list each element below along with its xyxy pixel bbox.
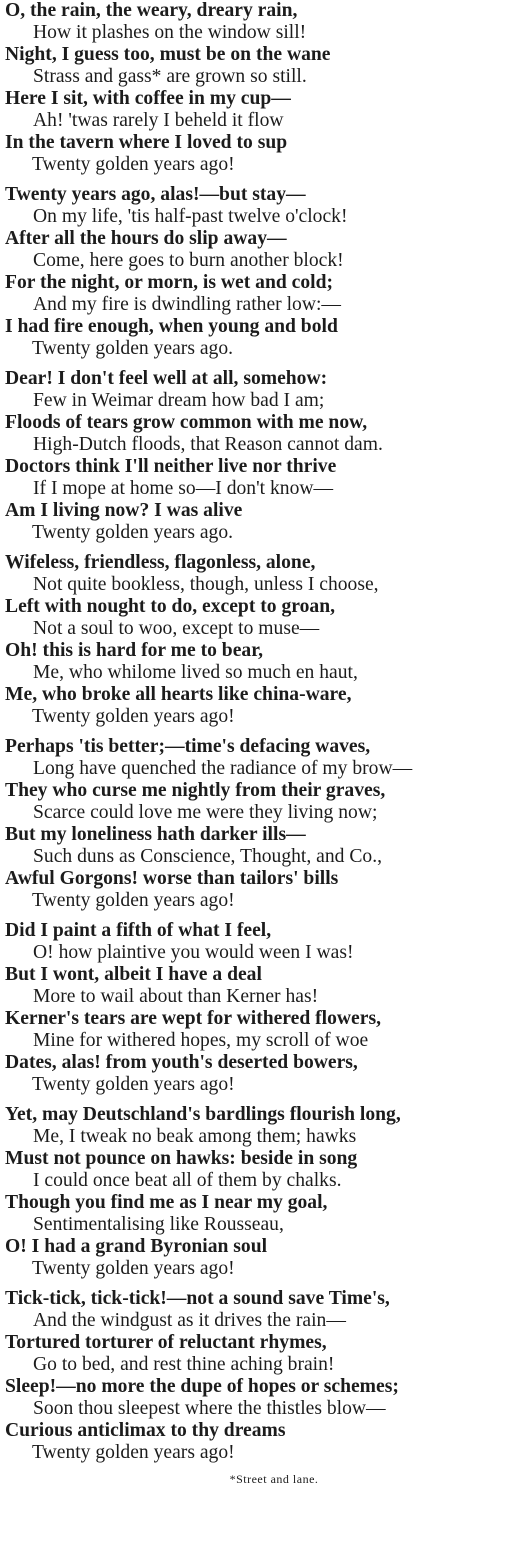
poem-line: Awful Gorgons! worse than tailors' bills	[5, 868, 339, 889]
poem-line: Night, I guess too, must be on the wane	[5, 44, 331, 65]
refrain-line: Twenty golden years ago!	[32, 1442, 235, 1463]
poem-line: How it plashes on the window sill!	[33, 22, 307, 43]
poem-line: For the night, or morn, is wet and cold;	[5, 272, 334, 293]
poem-line: O! how plaintive you would ween I was!	[33, 942, 354, 963]
poem-line: Though you find me as I near my goal,	[5, 1192, 328, 1213]
poem-line: Left with nought to do, except to groan,	[5, 596, 336, 617]
refrain-line: Twenty golden years ago!	[32, 1074, 235, 1095]
poem-line: In the tavern where I loved to sup	[5, 132, 288, 153]
poem-line: Wifeless, friendless, flagonless, alone,	[5, 552, 316, 573]
poem-line: Not quite bookless, though, unless I choose,	[33, 574, 379, 595]
refrain-line: Twenty golden years ago.	[32, 338, 234, 359]
poem-line: But my loneliness hath darker ills—	[5, 824, 306, 845]
poem-line: Dates, alas! from youth's deserted bowers,	[5, 1052, 358, 1073]
poem-line: Soon thou sleepest where the thistles blow—	[33, 1398, 386, 1419]
poem-line: Doctors think I'll neither live nor thrive	[5, 456, 337, 477]
poem-line: Sentimentalising like Rousseau,	[33, 1214, 284, 1235]
poem-line: Sleep!—no more the dupe of hopes or schemes;	[5, 1376, 399, 1397]
stanza	[0, 0, 518, 176]
poem-line: Long have quenched the radiance of my brow—	[33, 758, 413, 779]
refrain-line: Twenty golden years ago!	[32, 1258, 235, 1279]
poem-line: I had fire enough, when young and bold	[5, 316, 338, 337]
poem-line: And the windgust as it drives the rain—	[33, 1310, 346, 1331]
poem-line: Strass and gass* are grown so still.	[33, 66, 307, 87]
refrain-line: Twenty golden years ago.	[32, 522, 234, 543]
stanza	[0, 920, 518, 1096]
poem-line: Am I living now? I was alive	[5, 500, 243, 521]
poem-line: O! I had a grand Byronian soul	[5, 1236, 268, 1257]
poem-line: Twenty years ago, alas!—but stay—	[5, 184, 306, 205]
poem-line: If I mope at home so—I don't know—	[33, 478, 334, 499]
refrain-line: Twenty golden years ago!	[32, 154, 235, 175]
stanza	[0, 552, 518, 728]
poem-line: Perhaps 'tis better;—time's defacing waves,	[5, 736, 371, 757]
poem-line: After all the hours do slip away—	[5, 228, 287, 249]
refrain-line: Twenty golden years ago!	[32, 706, 235, 727]
poem-line: Go to bed, and rest thine aching brain!	[33, 1354, 335, 1375]
stanza	[0, 1104, 518, 1280]
stanza	[0, 1288, 518, 1464]
poem-line: Me, who broke all hearts like china-ware,	[5, 684, 352, 705]
refrain-line: Twenty golden years ago!	[32, 890, 235, 911]
poem-line: Mine for withered hopes, my scroll of woe	[33, 1030, 369, 1051]
poem-line: Me, who whilome lived so much en haut,	[33, 662, 358, 683]
poem-line: Here I sit, with coffee in my cup—	[5, 88, 291, 109]
poem-line: Come, here goes to burn another block!	[33, 250, 344, 271]
poem-line: Scarce could love me were they living now;	[33, 802, 378, 823]
poem-line: High-Dutch floods, that Reason cannot dam.	[33, 434, 383, 455]
poem-line: Me, I tweak no beak among them; hawks	[33, 1126, 357, 1147]
poem-line: More to wail about than Kerner has!	[33, 986, 319, 1007]
poem-line: Dear! I don't feel well at all, somehow:	[5, 368, 328, 389]
poem-line: O, the rain, the weary, dreary rain,	[5, 0, 298, 21]
poem-line: Tortured torturer of reluctant rhymes,	[5, 1332, 327, 1353]
stanza	[0, 184, 518, 360]
poem-line: Tick-tick, tick-tick!—not a sound save Time's,	[5, 1288, 390, 1309]
poem-line: Did I paint a fifth of what I feel,	[5, 920, 272, 941]
stanza	[0, 368, 518, 544]
poem-line: Curious anticlimax to thy dreams	[5, 1420, 286, 1441]
stanza	[0, 736, 518, 912]
poem-line: Ah! 'twas rarely I beheld it flow	[33, 110, 284, 131]
poem-line: Oh! this is hard for me to bear,	[5, 640, 263, 661]
poem-line: And my fire is dwindling rather low:—	[33, 294, 342, 315]
poem-line: But I wont, albeit I have a deal	[5, 964, 262, 985]
poem-line: On my life, 'tis half-past twelve o'clock!	[33, 206, 348, 227]
poem-line: Few in Weimar dream how bad I am;	[33, 390, 325, 411]
footnote: *Street and lane.	[229, 1472, 319, 1486]
poem-line: They who curse me nightly from their graves,	[5, 780, 386, 801]
poem-line: Not a soul to woo, except to muse—	[33, 618, 320, 639]
poem-line: Must not pounce on hawks: beside in song	[5, 1148, 358, 1169]
poem-line: Kerner's tears are wept for withered flowers,	[5, 1008, 381, 1029]
poem-line: Such duns as Conscience, Thought, and Co.,	[33, 846, 383, 867]
poem-line: Yet, may Deutschland's bardlings flourish long,	[5, 1104, 401, 1125]
poem-line: I could once beat all of them by chalks.	[33, 1170, 342, 1191]
poem-line: Floods of tears grow common with me now,	[5, 412, 368, 433]
